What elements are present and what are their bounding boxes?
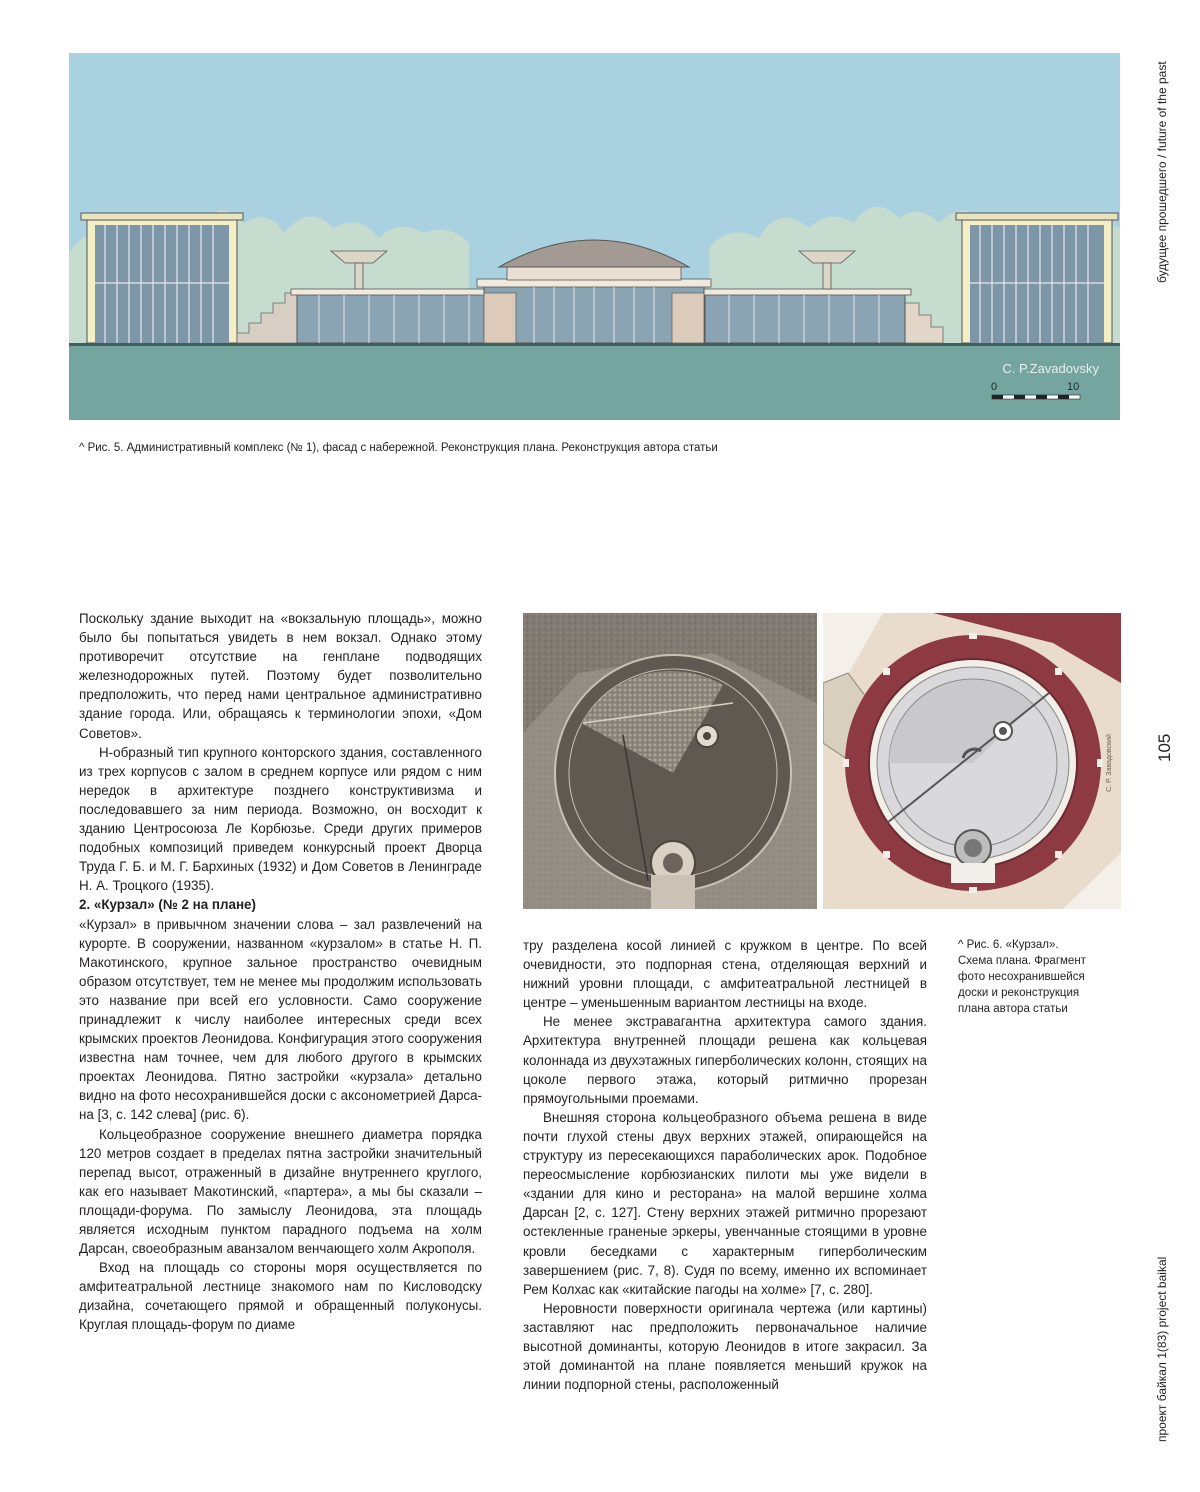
left-wing [297,293,487,343]
right-wing [705,293,905,343]
article-column-right [523,936,927,1394]
kurzal-photo-fragment [523,613,817,909]
section-heading: 2. «Курзал» (№ 2 на плане) [79,897,256,913]
figure6-caption [958,937,1103,1017]
scale-bar [992,395,1080,399]
paragraph: Внешняя сторона кольцеобразного объема решена в виде почти глухой стены двух верхних этажей, опирающейся на структуру из пересекающихся параболических арок. Подобное переосмысление корбюзианских пилоти мы уже видели в «здании для кино и ресторана» на малой вершине холма Дарсан [2, с. 127]. Стену верхних этажей ритмично прорезают остекленные граненые эркеры, увенчанные стоящими в уровне кровли беседками с характерным гиперболическим завершением (рис. 7, 8). Судя по всему, именно их вспоминает Рем Колхас как «китайские пагоды на холме» [7, с. 280]. [523,1109,927,1297]
left-tower [81,213,243,343]
scale-start-label: 0 [991,381,998,393]
plan-signature: С. Р. Завадовский [1106,734,1113,792]
paragraph: Поскольку здание выходит на «вокзальную площадь», можно было бы попытаться увидеть в нем вокзал. Однако этому противоречит отсутствие на генплане подводящих железнодорожных путей. Поэтому будет позволительно предположить, что перед нами центральное административно здание города. Или, обращаясь к терминологии эпохи, «Дом Советов». [79,611,482,741]
figure6-caption-line: плана автора статьи [958,1003,1068,1015]
page-number: 105 [1155,733,1174,762]
paragraph: Вход на площадь со стороны моря осуществляется по амфитеатральной лестнице знакомого нам по Кисловодску дизайна, сочетающего прямой и обращенный полуконусы. Круглая площадь-форум по диаме [79,1260,482,1333]
facade-elevation-figure [69,53,1120,420]
kurzal-plan-reconstruction [823,613,1121,909]
paragraph: Кольцеобразное сооружение внешнего диаметра порядка 120 метров создает в пределах пятна застройки значительный перепад высот, отраженный в дизайне внутреннего круглого, как его называет Макотинский, «партера», а мы бы сказали – площади-форума. По замыслу Леонидова, эта площадь является исходным пунктом парадного подъема на холм Дарсан, своеобразным аванзалом венчающего холм Акрополя. [79,1126,482,1257]
scale-end-label: 10 [1067,381,1080,393]
figure5-signature: C. P.Zavadovsky [1002,361,1099,376]
paragraph: Неровности поверхности оригинала чертежа (или картины) заставляют нас предположить первоначальное наличие высотной доминанты, которую Леонидов в итоге закрасил. За этой доминантой на плане появляется меньший кружок на линии подпорной стены, расположенный [523,1300,927,1393]
right-tower [956,213,1118,343]
paragraph: Не менее экстравагантна архитектура самого здания. Архитектура внутренней площади решена как кольцевая колоннада из двухэтажных гиперболических колонн, стоящих на цоколе первого этажа, который ритмично прорезан прямоугольными проемами. [523,1014,927,1106]
figure6-caption-line: доски и реконструкция [958,987,1080,999]
paragraph: Н-образный тип крупного конторского здания, составленного из трех корпусов с залом в среднем корпусе или рядом с ним нередок в архитектуре позднего конструктивизма и последовавшего за ним периода. Возможно, он восходит к зданию Центросоюза Ле Корбюзье. Среди других примеров подобных композиций приведем конкурсный проект Дворца Труда Г. Б. и М. Г. Бархиных (1932) и Дом Советов в Ленинграде Н. А. Троцкого (1935). [79,744,482,894]
running-head: будущее прошедшего / future of the past [1155,61,1169,283]
figure6-caption-line: Схема плана. Фрагмент [958,955,1086,967]
article-column-left [79,609,482,1335]
water [69,345,1120,420]
journal-footer: проект байкал 1(83) project baikal [1155,1256,1169,1442]
paragraph: тру разделена косой линией с кружком в центре. По всей очевидности, это подпорная стена, отделяющая верхний и нижний уровни площади, с амфитеатральной лестницей в центре – уменьшенным вариантом лестницы на входе. [523,938,927,1011]
figure5-caption: ^ Рис. 5. Административный комплекс (№ 1), фасад с набережной. Реконструкция плана. Реконструкция автора статьи [79,442,718,454]
figure6-caption-line: фото несохранившейся [958,971,1085,983]
paragraph: «Курзал» в привычном значении слова – зал развлечений на курорте. В сооружении, названном «курзалом» в статье Н. П. Макотинского, крупное зальное пространство очевидным образом отсутствует, тем не менее мы продолжим использовать это название при всей его условности. Само сооружение принадлежит к числу наиболее интересных среди всех крымских проектов Леонидова. Конфигурация этого сооружения известна нам точнее, чем для любого другого в крымских проектах Леонидова. Пятно застройки «курзала» детально видно на фото несохранившейся доски с аксонометрией Дарсана [3, с. 142 слева] (рис. 6). [79,916,482,1123]
figure6-caption-line: ^ Рис. 6. «Курзал». [958,939,1059,951]
